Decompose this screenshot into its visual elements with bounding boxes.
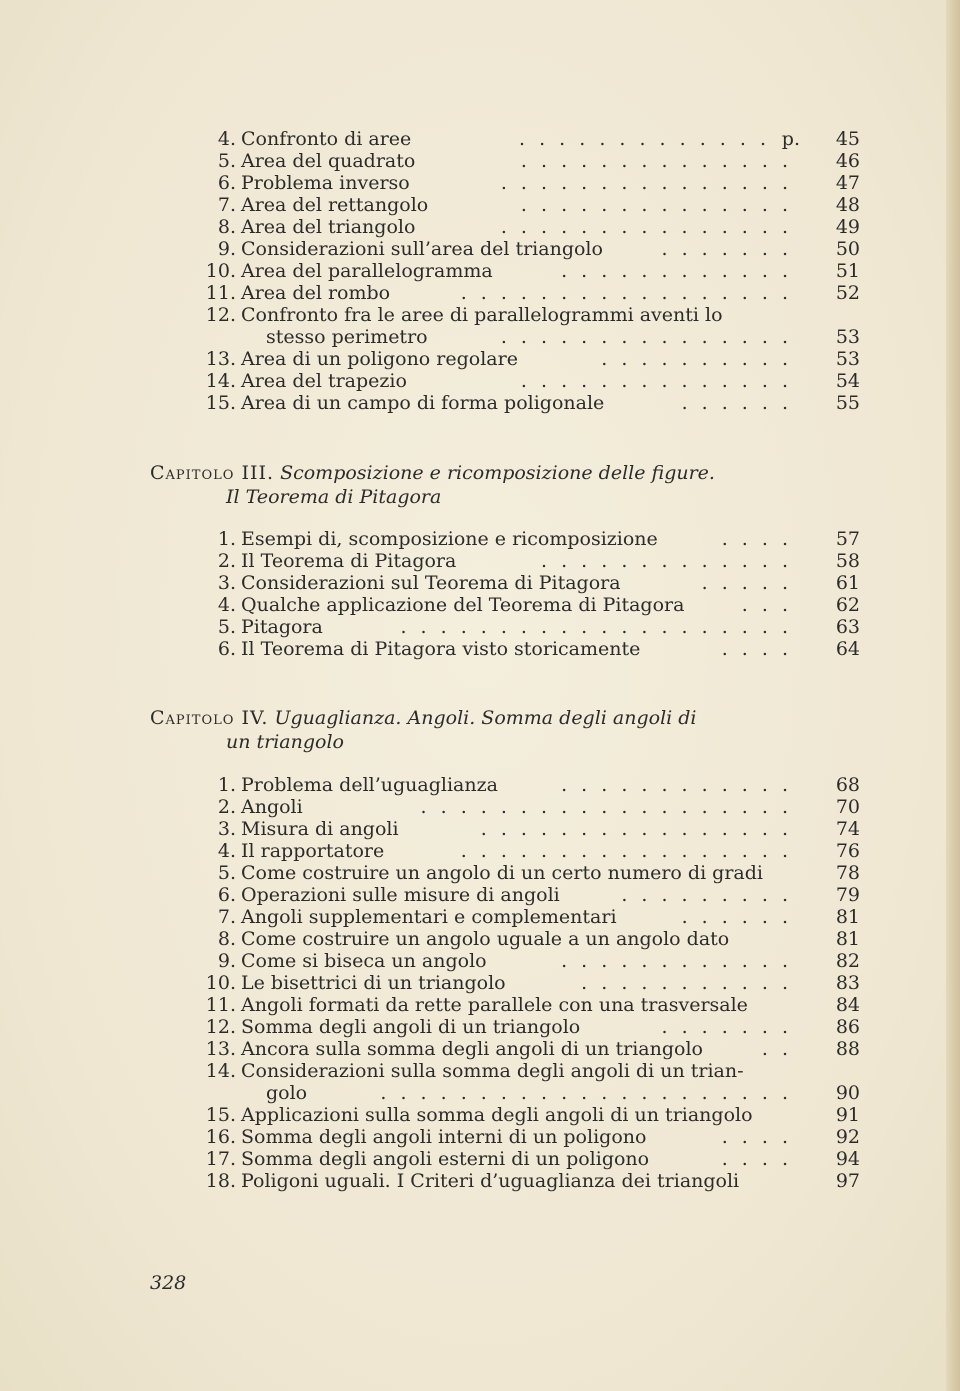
entry-number: 6. [217, 172, 236, 194]
toc-entry [150, 638, 860, 660]
toc-entry [150, 260, 860, 282]
entry-number: 7. [217, 194, 236, 216]
entry-title: Somma degli angoli interni di un poligono [241, 1126, 647, 1148]
leader-dots: . . . . . . . . . . . . . . . [500, 326, 792, 348]
entry-page: 74 [835, 818, 860, 840]
leader-dots: . . . . . . . . . . . . . . [520, 370, 792, 392]
entry-page: 62 [835, 594, 860, 616]
entry-title: Area del rombo [241, 282, 391, 304]
entry-page: 55 [835, 392, 860, 414]
entry-number: 1. [217, 774, 236, 796]
toc-entry [150, 774, 860, 796]
leader-dots: . . . . . . . . . . . . . [541, 550, 792, 572]
entry-title: Somma degli angoli di un triangolo [241, 1016, 581, 1038]
leader-dots: . . . . [721, 528, 792, 550]
entry-number: 8. [217, 928, 236, 950]
entry-title: Area del rettangolo [241, 194, 429, 216]
toc-entry [150, 150, 860, 172]
toc-entry [150, 616, 860, 638]
entry-page: 82 [835, 950, 860, 972]
chapter-subject: Uguaglianza. Angoli. Somma degli angoli di [274, 707, 697, 729]
toc-block-chapter-3 [150, 528, 860, 660]
entry-title: Problema inverso [241, 172, 410, 194]
entry-number: 14. [205, 370, 236, 392]
page-abbrev: p. [781, 128, 800, 150]
entry-page: 70 [835, 796, 860, 818]
entry-title: Operazioni sulle misure di angoli [241, 884, 560, 906]
entry-number: 14. [205, 1060, 236, 1082]
entry-page: 76 [835, 840, 860, 862]
leader-dots: . . . . . . [681, 392, 792, 414]
entry-page: 49 [835, 216, 860, 238]
entry-title: Problema dell’uguaglianza [241, 774, 498, 796]
leader-dots: . . . [741, 594, 792, 616]
entry-page: 86 [835, 1016, 860, 1038]
leader-dots: . . . . [721, 638, 792, 660]
entry-page: 81 [835, 906, 860, 928]
toc-entry [150, 840, 860, 862]
entry-number: 7. [217, 906, 236, 928]
entry-number: 2. [217, 796, 236, 818]
entry-page: 64 [835, 638, 860, 660]
entry-page: 53 [835, 348, 860, 370]
entry-title: Come si biseca un angolo [241, 950, 487, 972]
entry-title: Ancora sulla somma degli angoli di un triangolo [241, 1038, 703, 1060]
entry-title: Area del parallelogramma [241, 260, 493, 282]
toc-entry [150, 1126, 860, 1148]
entry-page: 47 [835, 172, 860, 194]
chapter-3-heading [150, 461, 800, 509]
toc-entry [150, 796, 860, 818]
entry-page: 91 [835, 1104, 860, 1126]
toc-entry [150, 906, 860, 928]
entry-page: 53 [835, 326, 860, 348]
leader-dots: . . . . . . . . . . . . . . [520, 194, 792, 216]
toc-entry [150, 594, 860, 616]
leader-dots: . . . . . . . . . . . . . . . . . [460, 840, 792, 862]
leader-dots: . . . . . . . . . . . . . . . . . . . . . [380, 1082, 792, 1104]
entry-number: 12. [205, 304, 236, 326]
leader-dots: . . . . . . . . . . . . . . . . . [460, 282, 792, 304]
entry-page: 97 [835, 1170, 860, 1192]
toc-entry [150, 884, 860, 906]
entry-title: Qualche applicazione del Teorema di Pitagora [241, 594, 685, 616]
entry-number: 13. [205, 1038, 236, 1060]
entry-page: 79 [835, 884, 860, 906]
leader-dots: . . . . [721, 1148, 792, 1170]
toc-entry [150, 818, 860, 840]
entry-title: Angoli supplementari e complementari [241, 906, 617, 928]
leader-dots: . . . . . . . . . [621, 884, 792, 906]
entry-title: Il Teorema di Pitagora visto storicamente [241, 638, 641, 660]
toc-block-chapter-4 [150, 774, 860, 1192]
leader-dots: . . . . . . . . . . . . . . . . . . . [420, 796, 792, 818]
entry-number: 5. [217, 862, 236, 884]
entry-page: 90 [835, 1082, 860, 1104]
toc-block-chapter-2-end [150, 128, 860, 414]
entry-page: 83 [835, 972, 860, 994]
entry-title: Confronto di aree [241, 128, 412, 150]
leader-dots: . . . . [721, 1126, 792, 1148]
entry-page: 58 [835, 550, 860, 572]
toc-entry [150, 370, 860, 392]
entry-number: 4. [217, 128, 236, 150]
toc-entry [150, 572, 860, 594]
entry-title: Pitagora [241, 616, 323, 638]
entry-number: 4. [217, 594, 236, 616]
leader-dots: . . [761, 1038, 792, 1060]
entry-title: Applicazioni sulla somma degli angoli di un triangolo [241, 1104, 753, 1126]
entry-title: Esempi di, scomposizione e ricomposizione [241, 528, 658, 550]
entry-page: 92 [835, 1126, 860, 1148]
entry-number: 17. [205, 1148, 236, 1170]
leader-dots: . . . . . . . . . . . . . . . [500, 216, 792, 238]
toc-entry [150, 972, 860, 994]
entry-title: Considerazioni sulla somma degli angoli di un trian- [241, 1060, 744, 1082]
toc-entry [150, 238, 860, 260]
page-number: 328 [150, 1272, 187, 1294]
entry-page: 57 [835, 528, 860, 550]
toc-entry [150, 994, 860, 1016]
entry-title: Area del trapezio [241, 370, 407, 392]
entry-number: 15. [205, 1104, 236, 1126]
leader-dots: . . . . . . . . . . . . . . . . . . . . [400, 616, 792, 638]
leader-dots: . . . . . . [681, 906, 792, 928]
toc-entry [150, 282, 860, 304]
entry-title: Come costruire un angolo di un certo numero di gradi [241, 862, 763, 884]
entry-title: Angoli formati da rette parallele con una trasversale [241, 994, 748, 1016]
entry-title: Somma degli angoli esterni di un poligono [241, 1148, 650, 1170]
leader-dots: . . . . . . . . . . . . . . . . [480, 818, 792, 840]
leader-dots: . . . . . . . . . . . . . [519, 128, 770, 150]
entry-number: 6. [217, 884, 236, 906]
entry-number: 5. [217, 150, 236, 172]
chapter-subject-cont: Il Teorema di Pitagora [226, 486, 442, 508]
toc-entry [150, 1170, 860, 1192]
toc-entry [150, 1148, 860, 1170]
entry-title-cont: golo [266, 1082, 308, 1104]
entry-title: Confronto fra le aree di parallelogrammi aventi lo [241, 304, 723, 326]
entry-page: 45 [835, 128, 860, 150]
entry-title-cont: stesso perimetro [266, 326, 428, 348]
entry-title: Area di un poligono regolare [241, 348, 518, 370]
entry-page: 61 [835, 572, 860, 594]
chapter-4-heading [150, 706, 800, 754]
leader-dots: . . . . . . . . . . . [581, 972, 792, 994]
entry-number: 15. [205, 392, 236, 414]
leader-dots: . . . . . . . [661, 1016, 792, 1038]
entry-number: 11. [205, 282, 236, 304]
toc-entry [150, 194, 860, 216]
toc-entry [150, 348, 860, 370]
entry-page: 51 [835, 260, 860, 282]
entry-number: 5. [217, 616, 236, 638]
entry-title: Considerazioni sul Teorema di Pitagora [241, 572, 621, 594]
chapter-label: Capitolo III. [150, 462, 275, 484]
entry-page: 84 [835, 994, 860, 1016]
entry-number: 6. [217, 638, 236, 660]
entry-title: Area del triangolo [241, 216, 416, 238]
entry-title: Il rapportatore [241, 840, 385, 862]
chapter-subject: Scomposizione e ricomposizione delle figure. [280, 462, 715, 484]
entry-page: 50 [835, 238, 860, 260]
leader-dots: . . . . . . . . . . . . . . [520, 150, 792, 172]
toc-entry [150, 304, 860, 348]
chapter-label: Capitolo IV. [150, 707, 269, 729]
entry-title: Area del quadrato [241, 150, 416, 172]
entry-number: 12. [205, 1016, 236, 1038]
leader-dots: . . . . . . . . . . [601, 348, 792, 370]
toc-entry [150, 392, 860, 414]
entry-number: 11. [205, 994, 236, 1016]
entry-page: 94 [835, 1148, 860, 1170]
leader-dots: . . . . . . . . . . . . [561, 774, 792, 796]
entry-page: 54 [835, 370, 860, 392]
entry-page: 68 [835, 774, 860, 796]
entry-page: 52 [835, 282, 860, 304]
leader-dots: . . . . . . . [661, 238, 792, 260]
entry-title: Le bisettrici di un triangolo [241, 972, 506, 994]
toc-entry [150, 1060, 860, 1104]
entry-page: 81 [835, 928, 860, 950]
entry-title: Considerazioni sull’area del triangolo [241, 238, 603, 260]
toc-entry [150, 862, 860, 884]
page-edge [946, 0, 960, 1391]
entry-title: Angoli [241, 796, 303, 818]
entry-number: 16. [205, 1126, 236, 1148]
entry-page: 48 [835, 194, 860, 216]
entry-title: Misura di angoli [241, 818, 399, 840]
entry-number: 18. [205, 1170, 236, 1192]
leader-dots: . . . . . . . . . . . . . . . [500, 172, 792, 194]
entry-number: 8. [217, 216, 236, 238]
toc-entry [150, 1104, 860, 1126]
entry-number: 9. [217, 950, 236, 972]
entry-page: 88 [835, 1038, 860, 1060]
entry-title: Il Teorema di Pitagora [241, 550, 457, 572]
entry-number: 2. [217, 550, 236, 572]
entry-title: Poligoni uguali. I Criteri d’uguaglianza dei triangoli [241, 1170, 740, 1192]
toc-entry [150, 950, 860, 972]
chapter-subject-cont: un triangolo [226, 731, 344, 753]
entry-number: 10. [205, 260, 236, 282]
entry-page: 78 [835, 862, 860, 884]
entry-number: 13. [205, 348, 236, 370]
entry-page: 46 [835, 150, 860, 172]
toc-entry [150, 216, 860, 238]
leader-dots: . . . . . . . . . . . . [561, 950, 792, 972]
toc-entry [150, 528, 860, 550]
toc-entry [150, 550, 860, 572]
entry-title: Area di un campo di forma poligonale [241, 392, 605, 414]
entry-number: 1. [217, 528, 236, 550]
leader-dots: . . . . . [701, 572, 792, 594]
entry-page: 63 [835, 616, 860, 638]
toc-entry [150, 128, 860, 150]
toc-entry [150, 1016, 860, 1038]
entry-number: 9. [217, 238, 236, 260]
entry-title: Come costruire un angolo uguale a un angolo dato [241, 928, 730, 950]
toc-entry [150, 928, 860, 950]
toc-entry [150, 172, 860, 194]
leader-dots: . . . . . . . . . . . . [561, 260, 792, 282]
entry-number: 4. [217, 840, 236, 862]
toc-entry [150, 1038, 860, 1060]
entry-number: 3. [217, 572, 236, 594]
entry-number: 3. [217, 818, 236, 840]
entry-number: 10. [205, 972, 236, 994]
